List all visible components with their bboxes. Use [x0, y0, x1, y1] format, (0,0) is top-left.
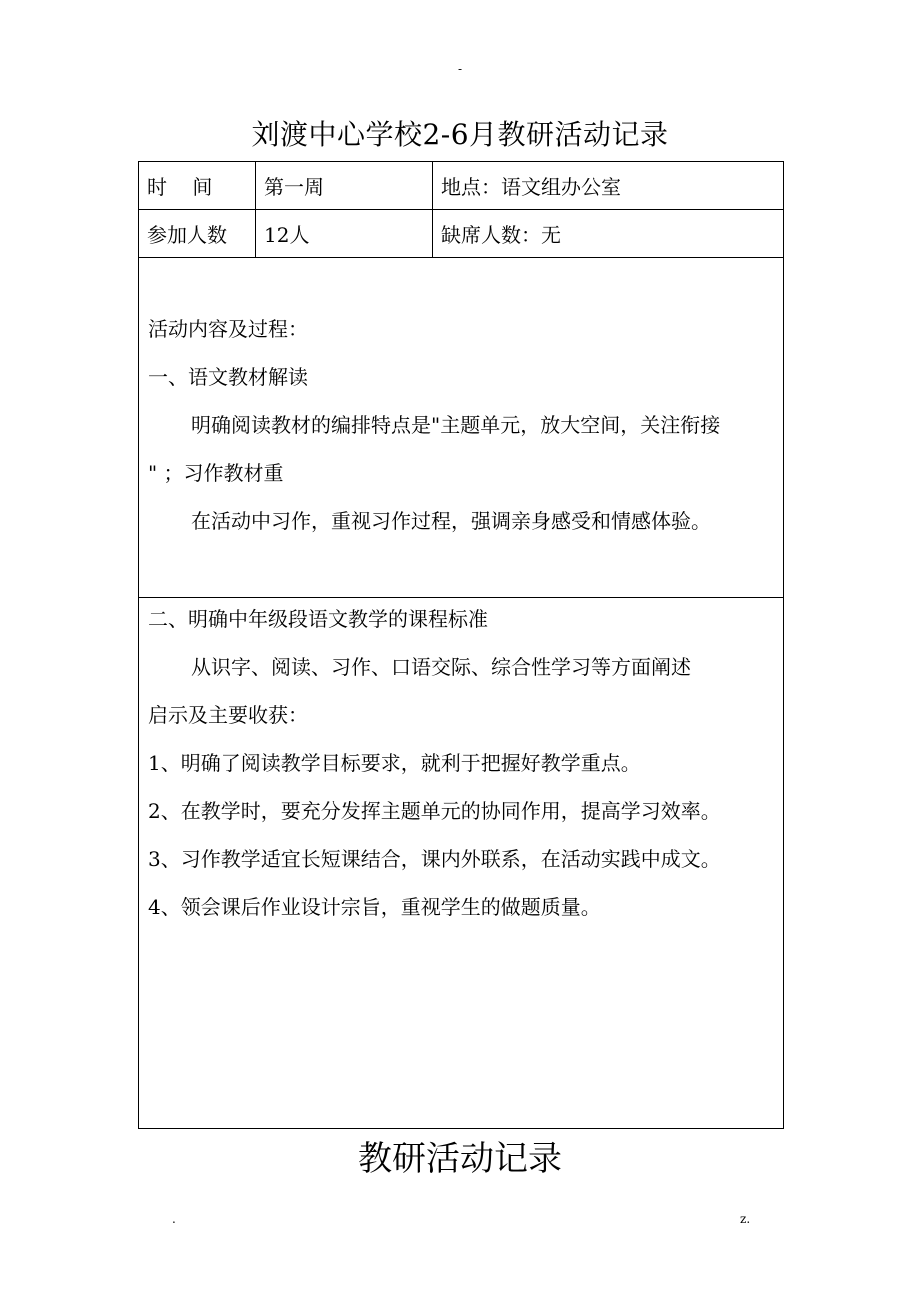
time-label-text: 时 间	[147, 175, 213, 199]
header-mark: -	[457, 62, 463, 76]
table-row-time	[139, 162, 784, 210]
item-one-title: 一、语文教材解读	[148, 365, 308, 389]
time-label	[139, 162, 256, 210]
footer-title: 教研活动记录	[358, 1139, 562, 1179]
gain-item-1: 1、明确了阅读教学目标要求，就利于把握好教学重点。	[148, 751, 641, 775]
absent-cell: 缺席人数：无	[433, 210, 784, 258]
gains-heading: 启示及主要收获：	[148, 703, 308, 727]
gain-item-4: 4、领会课后作业设计宗旨，重视学生的做题质量。	[148, 895, 601, 919]
item-two-line1: 从识字、阅读、习作、口语交际、综合性学习等方面阐述	[191, 655, 691, 679]
attendees-label: 参加人数	[139, 210, 256, 258]
gains-cell	[139, 598, 784, 1129]
time-value: 第一周	[256, 162, 433, 210]
item-one-line2: " ；习作教材重	[148, 461, 284, 485]
item-one-line1: 明确阅读教材的编排特点是"主题单元，放大空间，关注衔接	[191, 413, 721, 437]
location-cell: 地点：语文组办公室	[433, 162, 784, 210]
table-row-section2	[139, 598, 784, 1129]
gain-item-2: 2、在教学时，要充分发挥主题单元的协同作用，提高学习效率。	[148, 799, 721, 823]
activity-content-cell	[139, 258, 784, 598]
footer-right-mark: z.	[740, 1212, 751, 1226]
attendees-value: 12人	[256, 210, 433, 258]
record-table	[138, 161, 784, 1129]
activity-heading: 活动内容及过程：	[148, 317, 308, 341]
footer-left-mark: .	[172, 1212, 176, 1226]
item-two-title: 二、明确中年级段语文教学的课程标准	[148, 607, 488, 631]
table-row-attendance	[139, 210, 784, 258]
table-row-section1	[139, 258, 784, 598]
gain-item-3: 3、习作教学适宜长短课结合，课内外联系，在活动实践中成文。	[148, 847, 721, 871]
page-title: 刘渡中心学校2-6月教研活动记录	[251, 118, 669, 151]
item-one-line3: 在活动中习作，重视习作过程，强调亲身感受和情感体验。	[191, 509, 711, 533]
